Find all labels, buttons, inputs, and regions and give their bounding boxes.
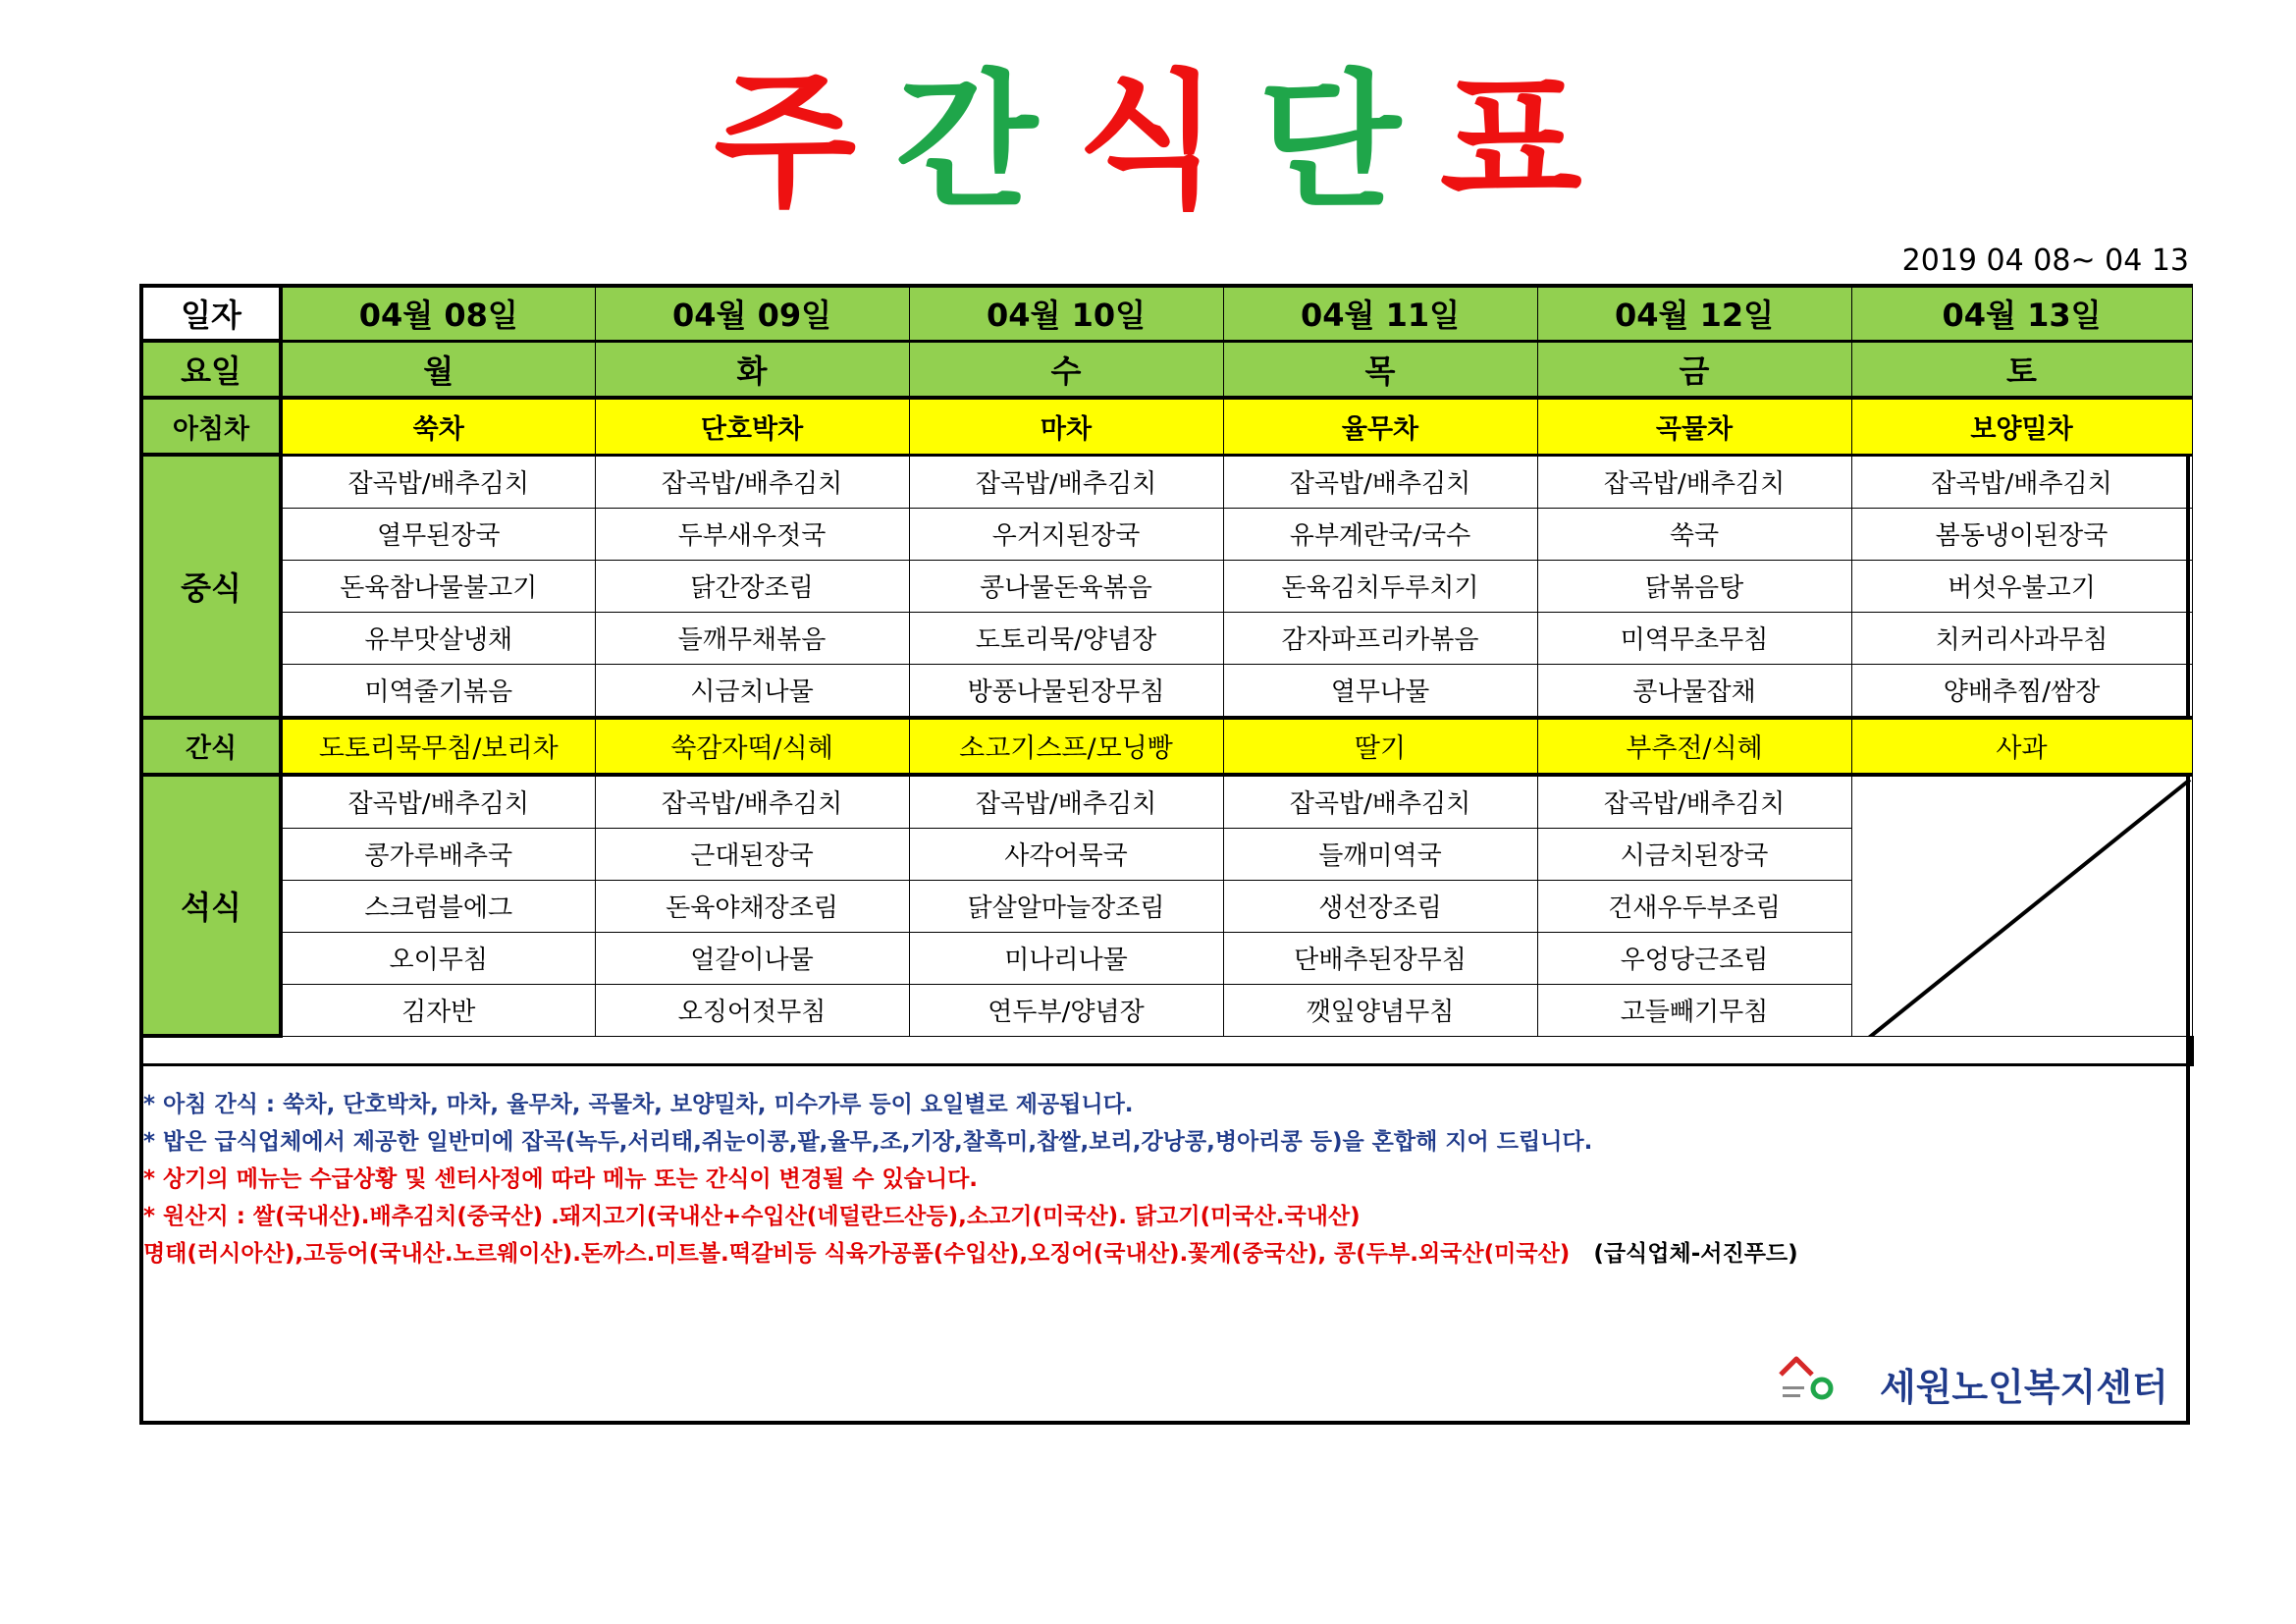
- lunch-cell: 열무된장국: [281, 508, 595, 560]
- no-dinner-cell: [1851, 775, 2192, 1037]
- lunch-cell: 도토리묵/양념장: [909, 612, 1223, 664]
- diagonal-strike: [1852, 777, 2193, 1037]
- dinner-cell: 잡곡밥/배추김치: [1223, 775, 1537, 829]
- lunch-cell: 치커리사과무침: [1851, 612, 2192, 664]
- lunch-cell: 방풍나물된장무침: [909, 664, 1223, 718]
- dinner-cell: 잡곡밥/배추김치: [1537, 775, 1851, 829]
- label-date: 일자: [141, 286, 281, 341]
- note-origin-text: 명태(러시아산),고등어(국내산.노르웨이산).돈까스.미트볼.떡갈비등 식육가공품(수입산),오징어(국내산).꽃게(중국산), 콩(두부.외국산(미국산): [143, 1241, 1571, 1267]
- lunch-row: [141, 455, 2192, 508]
- note-line: * 상기의 메뉴는 수급상황 및 센터사정에 따라 메뉴 또는 간식이 변경될 수 있습니다.: [143, 1166, 979, 1192]
- lunch-cell: 잡곡밥/배추김치: [909, 455, 1223, 508]
- lunch-cell: 들깨무채볶음: [595, 612, 909, 664]
- lunch-cell: 잡곡밥/배추김치: [281, 455, 595, 508]
- morning-tea-row: [141, 398, 2192, 455]
- date-cell: 04월 09일: [595, 286, 909, 341]
- lunch-cell: 잡곡밥/배추김치: [1851, 455, 2192, 508]
- lunch-cell: 돈육김치두루치기: [1223, 560, 1537, 612]
- center-name: 세원노인복지센터: [1880, 1366, 2168, 1409]
- title-char-5: 표: [1439, 57, 1582, 228]
- note-line: * 원산지 : 쌀(국내산).배추김치(중국산) .돼지고기(국내산+수입산(네덜란드산등),소고기(미국산). 닭고기(미국산.국내산): [143, 1204, 1361, 1229]
- label-morning-tea: 아침차: [141, 398, 281, 455]
- snack-cell: 딸기: [1223, 718, 1537, 775]
- dinner-cell: 잡곡밥/배추김치: [281, 775, 595, 829]
- date-cell: 04월 12일: [1537, 286, 1851, 341]
- date-range: 2019 04 08~ 04 13: [1901, 244, 2189, 278]
- weekday-cell: 월: [281, 341, 595, 398]
- label-snack: 간식: [141, 718, 281, 775]
- page-title: [0, 57, 2296, 228]
- dinner-cell: 김자반: [281, 984, 595, 1036]
- dinner-cell: 깻잎양념무침: [1223, 984, 1537, 1036]
- lunch-cell: 콩나물돈육볶음: [909, 560, 1223, 612]
- date-cell: 04월 08일: [281, 286, 595, 341]
- lunch-cell: 우거지된장국: [909, 508, 1223, 560]
- spacer-cell: [141, 1036, 2192, 1065]
- lunch-cell: 감자파프리카볶음: [1223, 612, 1537, 664]
- dinner-cell: 우엉당근조림: [1537, 932, 1851, 984]
- tea-cell: 마차: [909, 398, 1223, 455]
- title-char-2: 간: [895, 57, 1039, 228]
- lunch-row: [141, 664, 2192, 718]
- note-line: [143, 1235, 2186, 1272]
- dinner-cell: 잡곡밥/배추김치: [595, 775, 909, 829]
- lunch-cell: 잡곡밥/배추김치: [1537, 455, 1851, 508]
- date-cell: 04월 13일: [1851, 286, 2192, 341]
- lunch-cell: 두부새우젓국: [595, 508, 909, 560]
- snack-cell: 부추전/식혜: [1537, 718, 1851, 775]
- dinner-cell: 오징어젓무침: [595, 984, 909, 1036]
- snack-row: [141, 718, 2192, 775]
- lunch-cell: 쑥국: [1537, 508, 1851, 560]
- lunch-cell: 열무나물: [1223, 664, 1537, 718]
- dinner-row: [141, 775, 2192, 829]
- label-dinner: 석식: [141, 775, 281, 1037]
- snack-cell: 사과: [1851, 718, 2192, 775]
- tea-cell: 곡물차: [1537, 398, 1851, 455]
- lunch-cell: 잡곡밥/배추김치: [595, 455, 909, 508]
- snack-cell: 쑥감자떡/식혜: [595, 718, 909, 775]
- dinner-cell: 근대된장국: [595, 828, 909, 880]
- label-weekday: 요일: [141, 341, 281, 398]
- dinner-cell: 잡곡밥/배추김치: [909, 775, 1223, 829]
- dinner-cell: 콩가루배추국: [281, 828, 595, 880]
- tea-cell: 쑥차: [281, 398, 595, 455]
- title-char-1: 주: [714, 57, 857, 228]
- label-lunch: 중식: [141, 455, 281, 718]
- date-cell: 04월 10일: [909, 286, 1223, 341]
- snack-cell: 도토리묵무침/보리차: [281, 718, 595, 775]
- weekday-cell: 화: [595, 341, 909, 398]
- dinner-cell: 연두부/양념장: [909, 984, 1223, 1036]
- weekday-cell: 금: [1537, 341, 1851, 398]
- dinner-cell: 오이무침: [281, 932, 595, 984]
- title-char-3: 식: [1077, 57, 1219, 228]
- tea-cell: 보양밀차: [1851, 398, 2192, 455]
- lunch-row: [141, 612, 2192, 664]
- date-cell: 04월 11일: [1223, 286, 1537, 341]
- lunch-cell: 버섯우불고기: [1851, 560, 2192, 612]
- weekday-row: [141, 341, 2192, 398]
- dinner-cell: 닭살알마늘장조림: [909, 880, 1223, 932]
- snack-cell: 소고기스프/모닝빵: [909, 718, 1223, 775]
- note-line: * 밥은 급식업체에서 제공한 일반미에 잡곡(녹두,서리태,쥐눈이콩,팥,율무,조,기장,찰흑미,찹쌀,보리,강낭콩,병아리콩 등)을 혼합해 지어 드립니다.: [143, 1129, 1593, 1155]
- lunch-cell: 시금치나물: [595, 664, 909, 718]
- lunch-cell: 돈육참나물불고기: [281, 560, 595, 612]
- lunch-row: [141, 560, 2192, 612]
- dinner-cell: 돈육야채장조림: [595, 880, 909, 932]
- lunch-cell: 닭볶음탕: [1537, 560, 1851, 612]
- lunch-cell: 유부맛살냉채: [281, 612, 595, 664]
- lunch-cell: 잡곡밥/배추김치: [1223, 455, 1537, 508]
- lunch-cell: 미역줄기볶음: [281, 664, 595, 718]
- weekday-cell: 토: [1851, 341, 2192, 398]
- dinner-cell: 시금치된장국: [1537, 828, 1851, 880]
- title-char-4: 단: [1257, 57, 1401, 228]
- date-row: [141, 286, 2192, 341]
- dinner-cell: 건새우두부조림: [1537, 880, 1851, 932]
- lunch-cell: 봄동냉이된장국: [1851, 508, 2192, 560]
- tea-cell: 율무차: [1223, 398, 1537, 455]
- lunch-cell: 유부계란국/국수: [1223, 508, 1537, 560]
- dinner-cell: 들깨미역국: [1223, 828, 1537, 880]
- dinner-cell: 생선장조림: [1223, 880, 1537, 932]
- notes-section: [143, 1086, 2186, 1272]
- lunch-cell: 양배추찜/쌈장: [1851, 664, 2192, 718]
- lunch-cell: 미역무초무침: [1537, 612, 1851, 664]
- dinner-cell: 고들빼기무침: [1537, 984, 1851, 1036]
- lunch-cell: 닭간장조림: [595, 560, 909, 612]
- weekday-cell: 목: [1223, 341, 1537, 398]
- note-line: * 아침 간식 : 쑥차, 단호박차, 마차, 율무차, 곡물차, 보양밀차, 미수가루 등이 요일별로 제공됩니다.: [143, 1092, 1134, 1117]
- tea-cell: 단호박차: [595, 398, 909, 455]
- weekday-cell: 수: [909, 341, 1223, 398]
- lunch-cell: 콩나물잡채: [1537, 664, 1851, 718]
- dinner-cell: 단배추된장무침: [1223, 932, 1537, 984]
- dinner-cell: 스크럼블에그: [281, 880, 595, 932]
- dinner-cell: 미나리나물: [909, 932, 1223, 984]
- center-logo-icon: [1777, 1353, 1836, 1407]
- caterer-note: (급식업체-서진푸드): [1593, 1241, 1798, 1267]
- dinner-cell: 얼갈이나물: [595, 932, 909, 984]
- menu-table: [139, 284, 2194, 1066]
- dinner-cell: 사각어묵국: [909, 828, 1223, 880]
- spacer-row: [141, 1036, 2192, 1065]
- lunch-row: [141, 508, 2192, 560]
